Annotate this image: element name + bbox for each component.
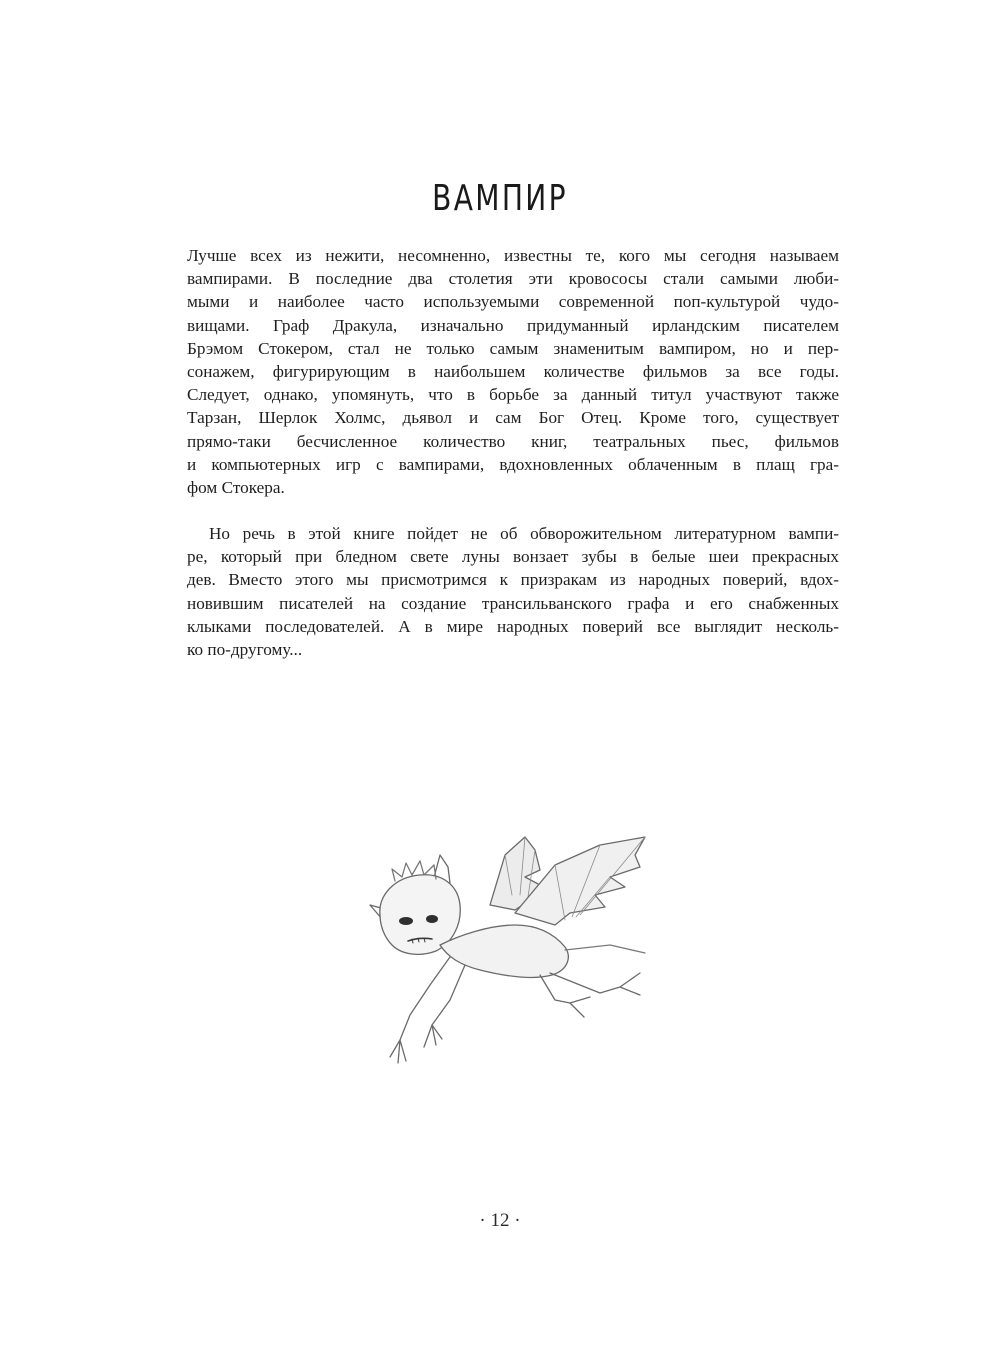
text-line: клыками последователей. А в мире народных поверий все выглядит несколь- [187,616,839,636]
text-line: ре, который при бледном свете луны вонзает зубы в белые шеи прекрасных [187,547,839,567]
text-line: Тарзан, Шерлок Холмс, дьявол и сам Бог Отец. Кроме того, существует [187,408,839,428]
text-line: и компьютерных игр с вампирами, вдохновленных облаченным в плащ гра- [187,454,839,474]
text-line: Следует, однако, упомянуть, что в борьбе за данный титул участвуют также [187,385,839,405]
eye [399,917,413,925]
vampire-creature-illustration [340,825,660,1100]
leg [540,975,590,1017]
text-line: дев. Вместо этого мы присмотримся к призракам из народных поверий, вдох- [187,570,839,590]
body [440,925,568,978]
page-number: · 12 · [479,1210,521,1231]
text-line: новившим писателей на создание трансильванского графа и его снабженных [187,593,839,613]
text-line: сонажем, фигурирующим в наибольшем количестве фильмов за все годы. [187,362,839,382]
text-line: фом Стокера. [187,478,285,498]
text-line: вампирами. В последние два столетия эти кровососы стали самыми люби- [187,269,839,289]
paragraph-intro [187,244,839,499]
arm [424,965,465,1047]
text-line: ко по-другому... [187,640,303,660]
arm [390,957,450,1063]
leg [550,973,640,995]
text-line: мыми и наиболее часто используемыми современной поп-культурой чудо- [187,292,839,312]
text-line: Брэмом Стокером, стал не только самым знаменитым вампиром, но и пер- [187,338,839,358]
text-line: Но речь в этой книге пойдет не об обворожительном литературном вампи- [209,524,839,543]
text-line: вищами. Граф Дракула, изначально придуманный ирландским писателем [187,315,839,335]
paragraph-folklore [187,522,839,661]
text-line: прямо-таки бесчисленное количество книг, театральных пьес, фильмов [187,431,839,451]
eye [426,915,438,923]
page-title: ВАМПИР [432,178,568,219]
text-line: Лучше всех из нежити, несомненно, известны те, кого мы сегодня называем [187,246,839,265]
